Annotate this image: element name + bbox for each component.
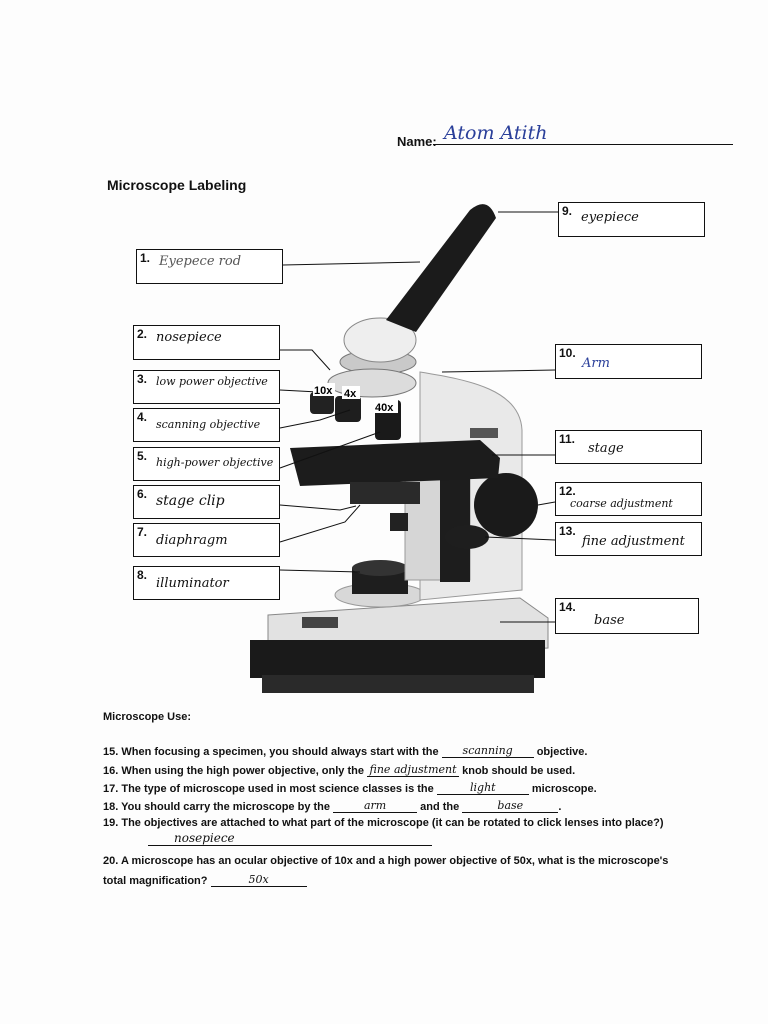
label-answer: eyepiece bbox=[581, 210, 639, 225]
label-number: 13. bbox=[559, 524, 576, 538]
label-number: 9. bbox=[562, 204, 573, 218]
label-answer: base bbox=[594, 613, 625, 628]
answer-20[interactable]: 50x bbox=[211, 873, 307, 887]
answer-15[interactable]: scanning bbox=[442, 744, 534, 758]
question-text: and the bbox=[420, 801, 460, 813]
label-answer: illuminator bbox=[156, 576, 229, 591]
label-answer: diaphragm bbox=[156, 533, 228, 548]
question-text: objective. bbox=[536, 746, 588, 758]
question-text: 15. When focusing a specimen, you should always start with the bbox=[103, 746, 439, 758]
question-20-line2 bbox=[103, 873, 307, 887]
label-answer: fine adjustment bbox=[582, 534, 685, 549]
label-number: 1. bbox=[140, 251, 151, 265]
question-text: 17. The type of microscope used in most science classes is the bbox=[103, 783, 434, 795]
question-15 bbox=[103, 744, 587, 758]
label-number: 10. bbox=[559, 346, 576, 360]
question-17 bbox=[103, 781, 597, 795]
question-16 bbox=[103, 763, 575, 777]
name-value[interactable]: Atom Atith bbox=[444, 122, 548, 144]
label-answer: stage clip bbox=[156, 493, 225, 509]
name-label: Name: bbox=[397, 134, 437, 149]
question-20-line1: 20. A microscope has an ocular objective of 10x and a high power objective of 50x, what is the microscope's bbox=[103, 855, 669, 867]
label-box-10[interactable] bbox=[555, 344, 702, 379]
label-box-5[interactable] bbox=[133, 447, 280, 481]
use-section-title: Microscope Use: bbox=[103, 711, 192, 723]
label-number: 11. bbox=[559, 432, 576, 446]
answer-18-arm[interactable]: arm bbox=[333, 799, 417, 813]
page-title: Microscope Labeling bbox=[107, 177, 247, 193]
question-text: 16. When using the high power objective, only the bbox=[103, 765, 364, 777]
question-text: total magnification? bbox=[103, 875, 208, 887]
question-text: 18. You should carry the microscope by the bbox=[103, 801, 330, 813]
label-number: 6. bbox=[137, 487, 148, 501]
label-number: 4. bbox=[137, 410, 148, 424]
answer-19[interactable]: nosepiece bbox=[148, 831, 432, 846]
label-box-2[interactable] bbox=[133, 325, 280, 360]
label-box-14[interactable] bbox=[555, 598, 699, 634]
answer-18-base[interactable]: base bbox=[462, 799, 558, 813]
question-18 bbox=[103, 799, 561, 813]
label-number: 5. bbox=[137, 449, 148, 463]
label-answer: scanning objective bbox=[156, 418, 261, 431]
label-answer: low power objective bbox=[156, 375, 268, 388]
label-answer: nosepiece bbox=[156, 330, 222, 345]
question-text: microscope. bbox=[531, 783, 597, 795]
label-box-1[interactable] bbox=[136, 249, 283, 284]
label-answer: Arm bbox=[582, 356, 610, 371]
objective-label-10x: 10x bbox=[314, 385, 333, 397]
label-number: 8. bbox=[137, 568, 148, 582]
label-answer: high-power objective bbox=[156, 456, 274, 469]
label-box-9[interactable] bbox=[558, 202, 705, 237]
label-box-13[interactable] bbox=[555, 522, 702, 556]
question-text: knob should be used. bbox=[462, 765, 576, 777]
label-number: 2. bbox=[137, 327, 148, 341]
question-19: 19. The objectives are attached to what part of the microscope (it can be rotated to click lenses into place?) bbox=[103, 817, 664, 829]
label-number: 3. bbox=[137, 372, 148, 386]
question-text: . bbox=[558, 801, 562, 813]
label-box-11[interactable] bbox=[555, 430, 702, 464]
objective-label-40x: 40x bbox=[375, 402, 394, 414]
label-box-4[interactable] bbox=[133, 408, 280, 442]
label-box-6[interactable] bbox=[133, 485, 280, 519]
label-answer: Eyepece rod bbox=[159, 254, 242, 269]
label-box-8[interactable] bbox=[133, 566, 280, 600]
label-number: 12. bbox=[559, 484, 576, 498]
answer-17[interactable]: light bbox=[437, 781, 529, 795]
label-answer: coarse adjustment bbox=[570, 497, 673, 510]
objective-label-4x: 4x bbox=[344, 388, 357, 400]
label-answer: stage bbox=[588, 441, 624, 456]
label-box-12[interactable] bbox=[555, 482, 702, 516]
label-box-7[interactable] bbox=[133, 523, 280, 557]
label-number: 7. bbox=[137, 525, 148, 539]
label-number: 14. bbox=[559, 600, 576, 614]
label-box-3[interactable] bbox=[133, 370, 280, 404]
answer-16[interactable]: fine adjustment bbox=[367, 763, 459, 777]
